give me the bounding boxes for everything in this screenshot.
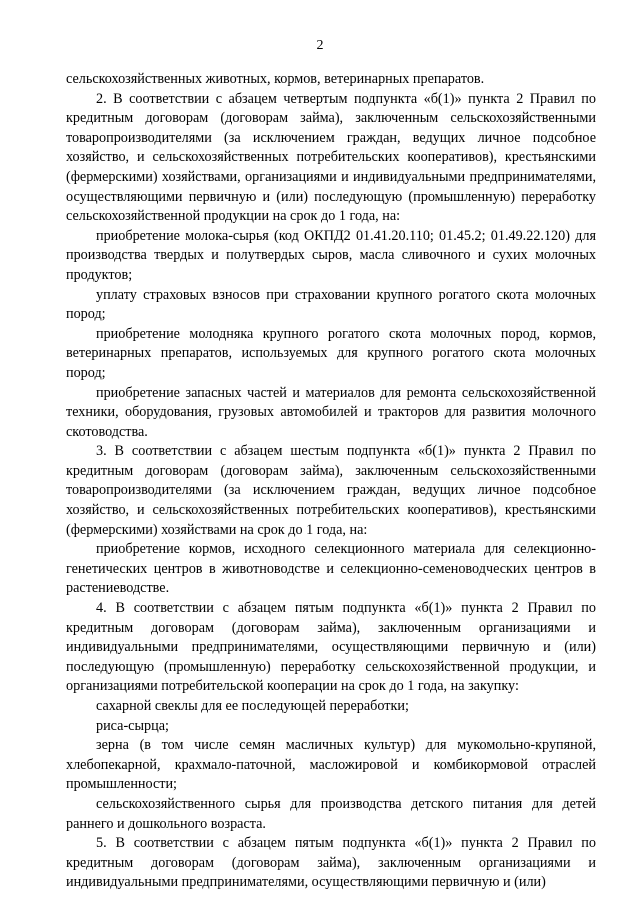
paragraph-spare-parts: приобретение запасных частей и материалов для ремонта сельскохозяйственной техники, оборудования, грузовых автомобилей и тракторов для развития молочного скотоводства.: [66, 384, 596, 440]
page-number: 2: [316, 38, 324, 53]
paragraph-insurance: уплату страховых взносов при страховании крупного рогатого скота молочных пород;: [66, 286, 596, 323]
paragraph-item-2: 2. В соответствии с абзацем четвертым подпункта «б(1)» пункта 2 Правил по кредитным договорам (договорам займа), заключенным сельскохозяйственными товаропроизводителями (за исключением граждан, ведущих личное подсобное хозяйство, и сельскохозяйственных потребительских кооперативов), крестьянскими (фермерскими) хозяйствами, организациями и индивидуальными предпринимателями, осуществляющими первичную и (или) последующую (промышленную) переработку сельскохозяйственной продукции на срок до 1 года, на:: [66, 90, 596, 225]
paragraph-continuation: сельскохозяйственных животных, кормов, ветеринарных препаратов.: [66, 71, 485, 87]
paragraph-item-3: 3. В соответствии с абзацем шестым подпункта «б(1)» пункта 2 Правил по кредитным договорам (договорам займа), заключенным сельскохозяйственными товаропроизводителями (за исключением граждан, ведущих личное подсобное хозяйство, и сельскохозяйственных потребительских кооперативов), крестьянскими (фермерскими) хозяйствами на срок до 1 года, на:: [66, 443, 596, 538]
paragraph-baby-food: сельскохозяйственного сырья для производства детского питания для детей раннего и дошкольного возраста.: [66, 795, 596, 832]
paragraph-rice: риса-сырца;: [96, 717, 169, 734]
paragraph-feed-purchase: приобретение кормов, исходного селекционного материала для селекционно-генетических центров в животноводстве и селекционно-семеноводческих центров в растениеводстве.: [66, 541, 596, 597]
paragraph-item-5: 5. В соответствии с абзацем пятым подпункта «б(1)» пункта 2 Правил по кредитным договорам (договорам займа), заключенным организациями и индивидуальными предпринимателями, осуществляющими первичную и (или): [66, 835, 596, 891]
paragraph-sugar-beet: сахарной свеклы для ее последующей переработки;: [96, 698, 409, 714]
paragraph-young-cattle: приобретение молодняка крупного рогатого скота молочных пород, кормов, ветеринарных препаратов, используемых для крупного рогатого скота молочных пород;: [66, 325, 596, 381]
document-body: [66, 70, 596, 893]
paragraph-milk-purchase: приобретение молока-сырья (код ОКПД2 01.41.20.110; 01.45.2; 01.49.22.120) для производства твердых и полутвердых сыров, масла сливочного и сухих молочных продуктов;: [66, 227, 596, 283]
paragraph-item-4: 4. В соответствии с абзацем пятым подпункта «б(1)» пункта 2 Правил по кредитным договорам (договорам займа), заключенным организациями и индивидуальными предпринимателями, осуществляющими первичную и (или) последующую (промышленную) переработку сельскохозяйственной продукции, и организациями потребительской кооперации на срок до 1 года, на закупку:: [66, 600, 596, 695]
paragraph-grain: зерна (в том числе семян масличных культур) для мукомольно-крупяной, хлебопекарной, крахмало-паточной, масложировой и комбикормовой отраслей промышленности;: [66, 737, 596, 793]
